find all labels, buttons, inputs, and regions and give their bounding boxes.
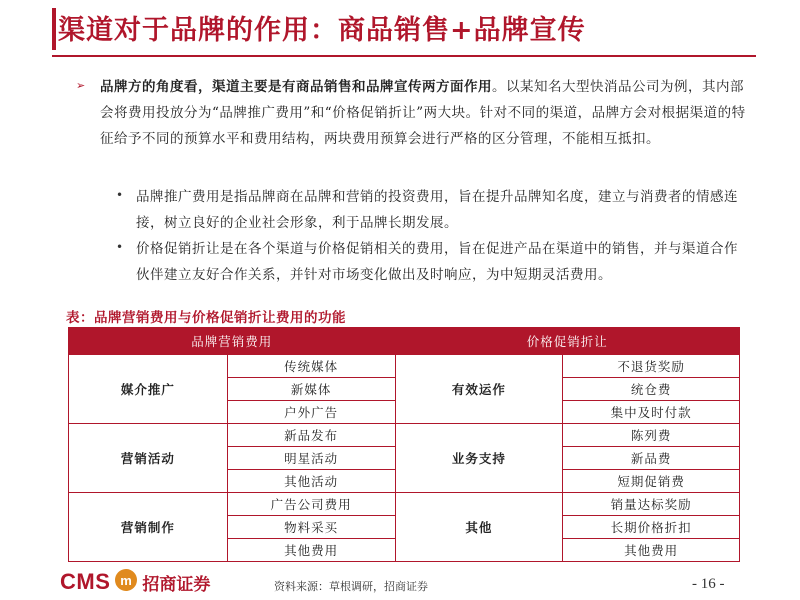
table-cell: 广告公司费用 — [227, 493, 395, 516]
page-title: 渠道对于品牌的作用：商品销售+品牌宣传 — [58, 15, 586, 46]
company-logo — [60, 568, 210, 596]
table-row — [69, 493, 740, 516]
group-cell: 有效运作 — [395, 355, 563, 424]
bullet-item-brand-promotion: 品牌推广费用是指品牌商在品牌和营销的投资费用，旨在提升品牌知名度，建立与消费者的情感连接，树立良好的企业社会形象，利于品牌长期发展。 — [136, 189, 738, 231]
group-cell: 业务支持 — [395, 424, 563, 493]
table-cell: 销量达标奖励 — [563, 493, 740, 516]
table-cell: 新品发布 — [227, 424, 395, 447]
logo-chinese-text: 招商证券 — [142, 574, 211, 595]
table-cell: 明星活动 — [227, 447, 395, 470]
table-cell: 其他活动 — [227, 470, 395, 493]
intro-bold-text: 品牌方的角度看，渠道主要是有商品销售和品牌宣传两方面作用 — [100, 79, 492, 95]
table-cell: 其他费用 — [563, 539, 740, 562]
group-cell: 媒介推广 — [69, 355, 228, 424]
table-cell: 传统媒体 — [227, 355, 395, 378]
arrow-bullet-icon: ➢ — [76, 79, 86, 92]
table-cell: 短期促销费 — [563, 470, 740, 493]
table-cell: 户外广告 — [227, 401, 395, 424]
table-cell: 新媒体 — [227, 378, 395, 401]
logo-emblem-icon — [114, 568, 138, 596]
intro-paragraph — [100, 74, 748, 152]
fee-function-table — [68, 327, 740, 562]
bullet-dot-icon: • — [116, 240, 124, 254]
logo-cms-text: CMS — [60, 569, 111, 594]
page-number: - 16 - — [692, 576, 725, 592]
title-underline — [52, 55, 756, 57]
header-price-promotion: 价格促销折让 — [395, 328, 740, 355]
group-cell: 营销制作 — [69, 493, 228, 562]
table-row — [69, 424, 740, 447]
table-cell: 不退货奖励 — [563, 355, 740, 378]
bullet-item-price-promotion: 价格促销折让是在各个渠道与价格促销相关的费用，旨在促进产品在渠道中的销售，并与渠道合作伙伴建立友好合作关系，并针对市场变化做出及时响应，为中短期灵活费用。 — [136, 241, 738, 283]
title-accent-bar — [52, 8, 56, 50]
table-cell: 新品费 — [563, 447, 740, 470]
table-cell: 陈列费 — [563, 424, 740, 447]
table-cell: 其他费用 — [227, 539, 395, 562]
table-cell: 长期价格折扣 — [563, 516, 740, 539]
table-caption: 表：品牌营销费用与价格促销折让费用的功能 — [66, 310, 346, 326]
source-note: 资料来源：草根调研，招商证券 — [274, 580, 428, 593]
table-cell: 集中及时付款 — [563, 401, 740, 424]
header-brand-marketing: 品牌营销费用 — [69, 328, 396, 355]
table-row — [69, 355, 740, 378]
table-header-row — [69, 328, 740, 355]
intro-text: 。以某知名大型快消品公司为例，其内部会将费用投放分为“品牌推广费用”和“价格促销折让”两大块。针对不同的渠道，品牌方会对根据渠道的特征给予不同的预算水平和费用结构，两块费用预算会进行严格的区分管理，不能相互抵扣。 — [100, 79, 746, 147]
bullet-dot-icon: • — [116, 188, 124, 202]
table-cell: 统仓费 — [563, 378, 740, 401]
logo-emblem-letter: m — [120, 573, 133, 588]
group-cell: 其他 — [395, 493, 563, 562]
table-cell: 物料采买 — [227, 516, 395, 539]
group-cell: 营销活动 — [69, 424, 228, 493]
